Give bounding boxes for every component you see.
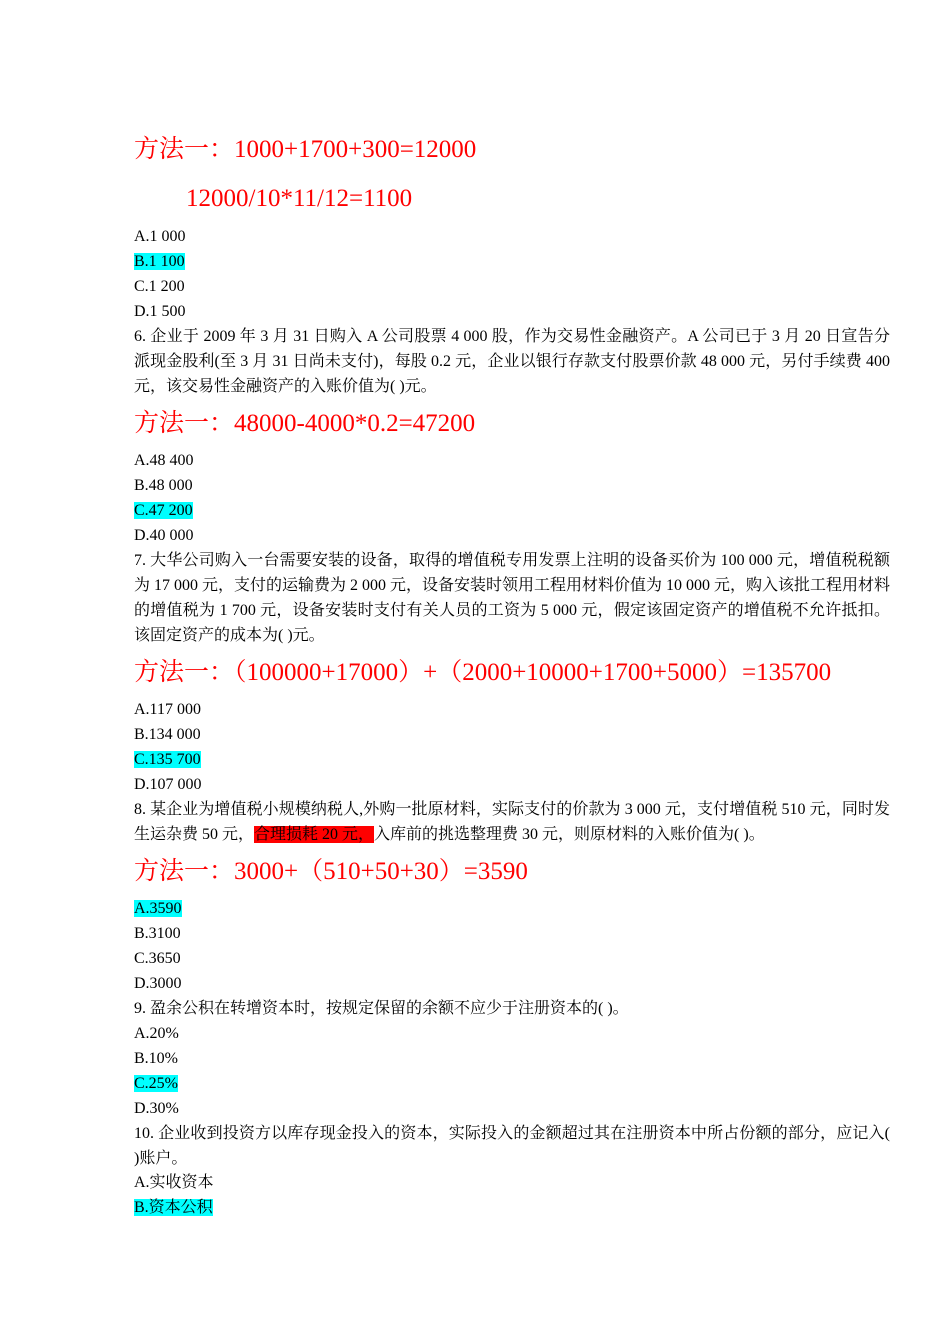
option-q7-b: B.134 000: [134, 726, 201, 743]
option-q8-d: D.3000: [134, 975, 182, 992]
option-q8-b: B.3100: [134, 925, 181, 942]
option-q5-a: A.1 000: [134, 228, 186, 245]
method-line-q8: 方法一：3000+（510+50+30）=3590: [134, 858, 528, 885]
option-q9-a: A.20%: [134, 1025, 179, 1042]
option-q6-d: D.40 000: [134, 527, 194, 544]
option-q6-a: A.48 400: [134, 452, 194, 469]
method-line-q5: 方法一：1000+1700+300=12000: [134, 136, 477, 163]
option-q10-b: [134, 1195, 213, 1220]
question-7: 7. 大华公司购入一台需要安装的设备，取得的增值税专用发票上注明的设备买价为 100 000 元，增值税税额为 17 000 元，支付的运输费为 2 000 元，设备安装时领用工程用材料价值为 10 000 元，购入该批工程用材料的增值税为 1 700 元，设备安装时支付有关人员的工资为 5 000 元，假定该固定资产的增值税不允许抵扣。该固定资产的成本为( )元。: [134, 552, 891, 644]
option-q6-c: [134, 498, 193, 523]
option-q7-d: D.107 000: [134, 776, 202, 793]
method-line-q6: 方法一：48000-4000*0.2=47200: [134, 410, 476, 437]
answer-highlight: B.1 100: [134, 253, 185, 270]
option-q10-a: A.实收资本: [134, 1174, 214, 1191]
option-q5-c: C.1 200: [134, 278, 185, 295]
question-9: 9. 盈余公积在转增资本时，按规定保留的余额不应少于注册资本的( )。: [134, 1000, 629, 1017]
answer-highlight: A.3590: [134, 900, 182, 917]
option-q8-a: [134, 896, 182, 921]
answer-highlight: C.135 700: [134, 751, 201, 768]
option-q8-c: C.3650: [134, 950, 181, 967]
method-line-q5-continued: 12000/10*11/12=1100: [186, 185, 413, 212]
option-q9-c: [134, 1071, 178, 1096]
answer-highlight: C.47 200: [134, 502, 193, 519]
question-6: 6. 企业于 2009 年 3 月 31 日购入 A 公司股票 4 000 股，作为交易性金融资产。A 公司已于 3 月 20 日宣告分派现金股利(至 3 月 31 日尚未支付)，每股 0.2 元，企业以银行存款支付股票价款 48 000 元，另付手续费 400 元，该交易性金融资产的入账价值为( )元。: [134, 328, 890, 395]
answer-highlight: B.资本公积: [134, 1199, 213, 1216]
note-highlight: 合理损耗 20 元，: [254, 826, 375, 843]
option-q9-d: D.30%: [134, 1100, 179, 1117]
question-10: 10. 企业收到投资方以库存现金投入的资本，实际投入的金额超过其在注册资本中所占份额的部分，应记入( )账户。: [134, 1125, 890, 1167]
option-q6-b: B.48 000: [134, 477, 193, 494]
option-q5-d: D.1 500: [134, 303, 186, 320]
option-q9-b: B.10%: [134, 1050, 178, 1067]
method-line-q7: 方法一：（100000+17000）+（2000+10000+1700+5000）=135700: [134, 659, 832, 686]
question-8-text: 8. 某企业为增值税小规模纳税人,外购一批原材料，实际支付的价款为 3 000 元，支付增值税 510 元，同时发生运杂费 50 元，: [134, 801, 890, 843]
answer-highlight: C.25%: [134, 1075, 178, 1092]
question-8: [134, 797, 890, 847]
option-q7-a: A.117 000: [134, 701, 201, 718]
option-q5-b: [134, 249, 185, 274]
question-8-text-end: 入库前的挑选整理费 30 元，则原材料的入账价值为( )。: [374, 826, 765, 843]
option-q7-c: [134, 747, 201, 772]
